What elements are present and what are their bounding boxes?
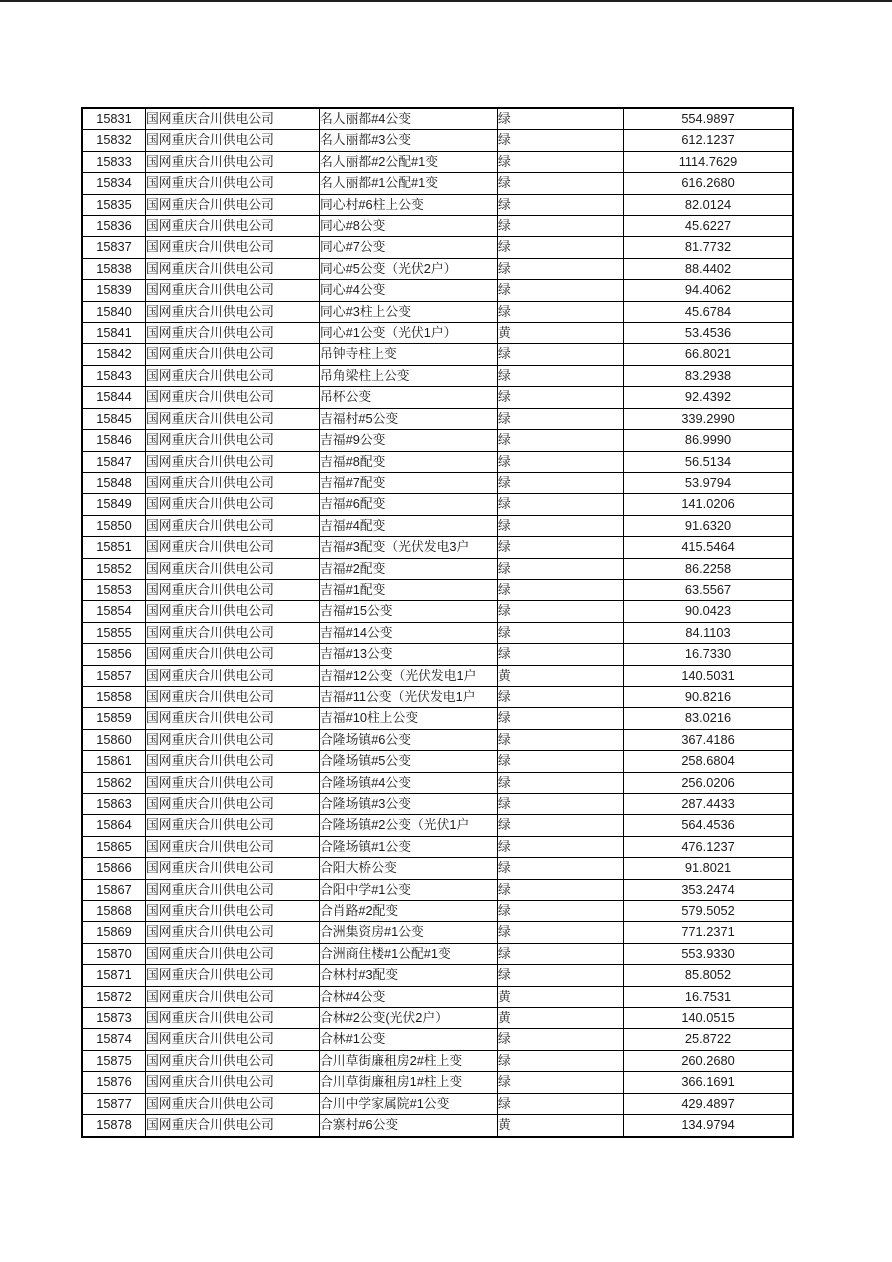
cell-row-id[interactable]: 15862 bbox=[82, 772, 146, 793]
cell-row-id[interactable]: 15847 bbox=[82, 451, 146, 472]
cell-row-id[interactable]: 15835 bbox=[82, 194, 146, 215]
cell-company[interactable]: 国网重庆合川供电公司 bbox=[146, 986, 320, 1007]
cell-company[interactable]: 国网重庆合川供电公司 bbox=[146, 729, 320, 750]
cell-company[interactable]: 国网重庆合川供电公司 bbox=[146, 943, 320, 964]
cell-row-id[interactable]: 15845 bbox=[82, 408, 146, 429]
table-row bbox=[82, 558, 793, 579]
cell-status[interactable]: 绿 bbox=[498, 922, 624, 943]
cell-row-id[interactable]: 15863 bbox=[82, 794, 146, 815]
cell-company[interactable]: 国网重庆合川供电公司 bbox=[146, 1029, 320, 1050]
cell-device-name[interactable]: 同心村#6柱上公变 bbox=[320, 194, 498, 215]
cell-device-name[interactable]: 名人丽都#3公变 bbox=[320, 130, 498, 151]
cell-device-name[interactable]: 吉福#3配变（光伏发电3户 bbox=[320, 537, 498, 558]
cell-row-id[interactable]: 15876 bbox=[82, 1072, 146, 1093]
cell-row-id[interactable]: 15849 bbox=[82, 494, 146, 515]
cell-row-id[interactable]: 15852 bbox=[82, 558, 146, 579]
cell-row-id[interactable]: 15857 bbox=[82, 665, 146, 686]
cell-status[interactable]: 绿 bbox=[498, 815, 624, 836]
cell-company[interactable]: 国网重庆合川供电公司 bbox=[146, 451, 320, 472]
cell-value[interactable]: 90.8216 bbox=[624, 686, 794, 707]
table-row bbox=[82, 1029, 793, 1050]
cell-row-id[interactable]: 15867 bbox=[82, 879, 146, 900]
cell-row-id[interactable]: 15865 bbox=[82, 836, 146, 857]
cell-row-id[interactable]: 15851 bbox=[82, 537, 146, 558]
cell-company[interactable]: 国网重庆合川供电公司 bbox=[146, 879, 320, 900]
table-row bbox=[82, 237, 793, 258]
table-row bbox=[82, 451, 793, 472]
table-row bbox=[82, 216, 793, 237]
table-row bbox=[82, 1008, 793, 1029]
cell-company[interactable]: 国网重庆合川供电公司 bbox=[146, 922, 320, 943]
cell-company[interactable]: 国网重庆合川供电公司 bbox=[146, 965, 320, 986]
cell-device-name[interactable]: 合林村#3配变 bbox=[320, 965, 498, 986]
table-row bbox=[82, 729, 793, 750]
table-row bbox=[82, 301, 793, 322]
cell-device-name[interactable]: 吉福#9公变 bbox=[320, 430, 498, 451]
cell-company[interactable]: 国网重庆合川供电公司 bbox=[146, 430, 320, 451]
cell-status[interactable]: 绿 bbox=[498, 1050, 624, 1071]
table-row bbox=[82, 430, 793, 451]
cell-device-name[interactable]: 合隆场镇#6公变 bbox=[320, 729, 498, 750]
cell-device-name[interactable]: 合阳中学#1公变 bbox=[320, 879, 498, 900]
cell-row-id[interactable]: 15840 bbox=[82, 301, 146, 322]
cell-device-name[interactable]: 吊杯公变 bbox=[320, 387, 498, 408]
cell-value[interactable]: 91.6320 bbox=[624, 515, 794, 536]
cell-company[interactable]: 国网重庆合川供电公司 bbox=[146, 194, 320, 215]
table-row bbox=[82, 644, 793, 665]
cell-device-name[interactable]: 吉福村#5公变 bbox=[320, 408, 498, 429]
cell-row-id[interactable]: 15874 bbox=[82, 1029, 146, 1050]
table-row bbox=[82, 794, 793, 815]
cell-value[interactable]: 82.0124 bbox=[624, 194, 794, 215]
cell-company[interactable]: 国网重庆合川供电公司 bbox=[146, 601, 320, 622]
cell-company[interactable]: 国网重庆合川供电公司 bbox=[146, 344, 320, 365]
cell-row-id[interactable]: 15875 bbox=[82, 1050, 146, 1071]
cell-device-name[interactable]: 合川中学家属院#1公变 bbox=[320, 1093, 498, 1114]
cell-status[interactable]: 绿 bbox=[498, 108, 624, 130]
table-row bbox=[82, 1093, 793, 1114]
cell-device-name[interactable]: 合林#2公变(光伏2户） bbox=[320, 1008, 498, 1029]
cell-value[interactable]: 553.9330 bbox=[624, 943, 794, 964]
cell-value[interactable]: 90.0423 bbox=[624, 601, 794, 622]
cell-status[interactable]: 绿 bbox=[498, 794, 624, 815]
cell-device-name[interactable]: 吉福#11公变（光伏发电1户 bbox=[320, 686, 498, 707]
cell-device-name[interactable]: 合阳大桥公变 bbox=[320, 858, 498, 879]
cell-company[interactable]: 国网重庆合川供电公司 bbox=[146, 751, 320, 772]
cell-status[interactable]: 绿 bbox=[498, 772, 624, 793]
cell-value[interactable]: 53.4536 bbox=[624, 323, 794, 344]
cell-company[interactable]: 国网重庆合川供电公司 bbox=[146, 858, 320, 879]
cell-value[interactable]: 66.8021 bbox=[624, 344, 794, 365]
cell-row-id[interactable]: 15843 bbox=[82, 365, 146, 386]
cell-value[interactable]: 53.9794 bbox=[624, 472, 794, 493]
cell-status[interactable]: 黄 bbox=[498, 986, 624, 1007]
cell-company[interactable]: 国网重庆合川供电公司 bbox=[146, 665, 320, 686]
cell-device-name[interactable]: 同心#4公变 bbox=[320, 280, 498, 301]
cell-status[interactable]: 绿 bbox=[498, 558, 624, 579]
cell-value[interactable]: 134.9794 bbox=[624, 1115, 794, 1137]
cell-company[interactable]: 国网重庆合川供电公司 bbox=[146, 151, 320, 172]
cell-device-name[interactable]: 名人丽都#2公配#1变 bbox=[320, 151, 498, 172]
cell-row-id[interactable]: 15870 bbox=[82, 943, 146, 964]
cell-status[interactable]: 绿 bbox=[498, 237, 624, 258]
cell-company[interactable]: 国网重庆合川供电公司 bbox=[146, 108, 320, 130]
cell-value[interactable]: 25.8722 bbox=[624, 1029, 794, 1050]
cell-value[interactable]: 45.6784 bbox=[624, 301, 794, 322]
cell-value[interactable]: 366.1691 bbox=[624, 1072, 794, 1093]
cell-row-id[interactable]: 15854 bbox=[82, 601, 146, 622]
cell-company[interactable]: 国网重庆合川供电公司 bbox=[146, 1093, 320, 1114]
cell-row-id[interactable]: 15878 bbox=[82, 1115, 146, 1137]
cell-value[interactable]: 564.4536 bbox=[624, 815, 794, 836]
cell-company[interactable]: 国网重庆合川供电公司 bbox=[146, 558, 320, 579]
cell-company[interactable]: 国网重庆合川供电公司 bbox=[146, 301, 320, 322]
cell-company[interactable]: 国网重庆合川供电公司 bbox=[146, 901, 320, 922]
cell-company[interactable]: 国网重庆合川供电公司 bbox=[146, 216, 320, 237]
table-row bbox=[82, 858, 793, 879]
cell-value[interactable]: 81.7732 bbox=[624, 237, 794, 258]
cell-row-id[interactable]: 15872 bbox=[82, 986, 146, 1007]
table-row bbox=[82, 772, 793, 793]
cell-status[interactable]: 绿 bbox=[498, 601, 624, 622]
cell-row-id[interactable]: 15838 bbox=[82, 258, 146, 279]
cell-company[interactable]: 国网重庆合川供电公司 bbox=[146, 772, 320, 793]
cell-status[interactable]: 绿 bbox=[498, 258, 624, 279]
cell-row-id[interactable]: 15831 bbox=[82, 108, 146, 130]
cell-value[interactable]: 140.5031 bbox=[624, 665, 794, 686]
cell-device-name[interactable]: 吉福#15公变 bbox=[320, 601, 498, 622]
cell-device-name[interactable]: 吊钟寺柱上变 bbox=[320, 344, 498, 365]
table-row bbox=[82, 323, 793, 344]
cell-company[interactable]: 国网重庆合川供电公司 bbox=[146, 644, 320, 665]
cell-status[interactable]: 绿 bbox=[498, 494, 624, 515]
cell-status[interactable]: 绿 bbox=[498, 194, 624, 215]
table-row bbox=[82, 815, 793, 836]
cell-value[interactable]: 429.4897 bbox=[624, 1093, 794, 1114]
cell-row-id[interactable]: 15864 bbox=[82, 815, 146, 836]
table-row bbox=[82, 387, 793, 408]
table-row bbox=[82, 601, 793, 622]
cell-device-name[interactable]: 合隆场镇#2公变（光伏1户 bbox=[320, 815, 498, 836]
cell-row-id[interactable]: 15859 bbox=[82, 708, 146, 729]
cell-status[interactable]: 绿 bbox=[498, 644, 624, 665]
cell-company[interactable]: 国网重庆合川供电公司 bbox=[146, 815, 320, 836]
table-row bbox=[82, 280, 793, 301]
cell-device-name[interactable]: 合川草街廉租房1#柱上变 bbox=[320, 1072, 498, 1093]
table-row bbox=[82, 579, 793, 600]
cell-row-id[interactable]: 15858 bbox=[82, 686, 146, 707]
cell-device-name[interactable]: 合隆场镇#5公变 bbox=[320, 751, 498, 772]
table-row bbox=[82, 986, 793, 1007]
table-row bbox=[82, 108, 793, 130]
cell-status[interactable]: 绿 bbox=[498, 365, 624, 386]
cell-device-name[interactable]: 吊角梁柱上公变 bbox=[320, 365, 498, 386]
cell-row-id[interactable]: 15848 bbox=[82, 472, 146, 493]
cell-value[interactable]: 83.0216 bbox=[624, 708, 794, 729]
cell-value[interactable]: 140.0515 bbox=[624, 1008, 794, 1029]
cell-value[interactable]: 256.0206 bbox=[624, 772, 794, 793]
table-row bbox=[82, 708, 793, 729]
cell-row-id[interactable]: 15855 bbox=[82, 622, 146, 643]
cell-status[interactable]: 绿 bbox=[498, 1093, 624, 1114]
cell-row-id[interactable]: 15853 bbox=[82, 579, 146, 600]
cell-device-name[interactable]: 合洲商住楼#1公配#1变 bbox=[320, 943, 498, 964]
cell-company[interactable]: 国网重庆合川供电公司 bbox=[146, 387, 320, 408]
cell-device-name[interactable]: 吉福#10柱上公变 bbox=[320, 708, 498, 729]
table-row bbox=[82, 836, 793, 857]
table-row bbox=[82, 922, 793, 943]
table-row bbox=[82, 194, 793, 215]
transformer-table bbox=[81, 107, 794, 1138]
cell-status[interactable]: 绿 bbox=[498, 173, 624, 194]
cell-value[interactable]: 339.2990 bbox=[624, 408, 794, 429]
cell-device-name[interactable]: 合隆场镇#4公变 bbox=[320, 772, 498, 793]
table-row bbox=[82, 365, 793, 386]
cell-device-name[interactable]: 合洲集资房#1公变 bbox=[320, 922, 498, 943]
table-row bbox=[82, 943, 793, 964]
cell-row-id[interactable]: 15836 bbox=[82, 216, 146, 237]
cell-device-name[interactable]: 合隆场镇#3公变 bbox=[320, 794, 498, 815]
cell-company[interactable]: 国网重庆合川供电公司 bbox=[146, 1072, 320, 1093]
cell-company[interactable]: 国网重庆合川供电公司 bbox=[146, 515, 320, 536]
cell-row-id[interactable]: 15871 bbox=[82, 965, 146, 986]
cell-row-id[interactable]: 15873 bbox=[82, 1008, 146, 1029]
cell-status[interactable]: 绿 bbox=[498, 280, 624, 301]
cell-device-name[interactable]: 合林#1公变 bbox=[320, 1029, 498, 1050]
cell-device-name[interactable]: 名人丽都#4公变 bbox=[320, 108, 498, 130]
cell-row-id[interactable]: 15833 bbox=[82, 151, 146, 172]
cell-value[interactable]: 1114.7629 bbox=[624, 151, 794, 172]
cell-value[interactable]: 612.1237 bbox=[624, 130, 794, 151]
cell-status[interactable]: 黄 bbox=[498, 1115, 624, 1137]
cell-device-name[interactable]: 合川草街廉租房2#柱上变 bbox=[320, 1050, 498, 1071]
cell-value[interactable]: 554.9897 bbox=[624, 108, 794, 130]
table-row bbox=[82, 408, 793, 429]
cell-company[interactable]: 国网重庆合川供电公司 bbox=[146, 1115, 320, 1137]
cell-status[interactable]: 绿 bbox=[498, 408, 624, 429]
cell-device-name[interactable]: 合隆场镇#1公变 bbox=[320, 836, 498, 857]
cell-row-id[interactable]: 15841 bbox=[82, 323, 146, 344]
cell-value[interactable]: 260.2680 bbox=[624, 1050, 794, 1071]
cell-status[interactable]: 绿 bbox=[498, 472, 624, 493]
cell-value[interactable]: 91.8021 bbox=[624, 858, 794, 879]
cell-company[interactable]: 国网重庆合川供电公司 bbox=[146, 323, 320, 344]
cell-status[interactable]: 绿 bbox=[498, 901, 624, 922]
cell-status[interactable]: 绿 bbox=[498, 344, 624, 365]
table-row bbox=[82, 1072, 793, 1093]
table-row bbox=[82, 258, 793, 279]
cell-device-name[interactable]: 吉福#2配变 bbox=[320, 558, 498, 579]
cell-value[interactable]: 16.7330 bbox=[624, 644, 794, 665]
cell-device-name[interactable]: 同心#7公变 bbox=[320, 237, 498, 258]
cell-row-id[interactable]: 15869 bbox=[82, 922, 146, 943]
cell-value[interactable]: 579.5052 bbox=[624, 901, 794, 922]
cell-value[interactable]: 63.5567 bbox=[624, 579, 794, 600]
cell-company[interactable]: 国网重庆合川供电公司 bbox=[146, 258, 320, 279]
cell-device-name[interactable]: 吉福#4配变 bbox=[320, 515, 498, 536]
cell-device-name[interactable]: 同心#3柱上公变 bbox=[320, 301, 498, 322]
cell-value[interactable]: 86.2258 bbox=[624, 558, 794, 579]
cell-status[interactable]: 绿 bbox=[498, 1072, 624, 1093]
cell-row-id[interactable]: 15834 bbox=[82, 173, 146, 194]
cell-value[interactable]: 353.2474 bbox=[624, 879, 794, 900]
cell-value[interactable]: 367.4186 bbox=[624, 729, 794, 750]
cell-status[interactable]: 绿 bbox=[498, 130, 624, 151]
document-page bbox=[81, 107, 794, 1138]
cell-company[interactable]: 国网重庆合川供电公司 bbox=[146, 494, 320, 515]
cell-row-id[interactable]: 15860 bbox=[82, 729, 146, 750]
cell-company[interactable]: 国网重庆合川供电公司 bbox=[146, 408, 320, 429]
cell-row-id[interactable]: 15839 bbox=[82, 280, 146, 301]
cell-row-id[interactable]: 15850 bbox=[82, 515, 146, 536]
cell-company[interactable]: 国网重庆合川供电公司 bbox=[146, 1008, 320, 1029]
cell-status[interactable]: 绿 bbox=[498, 1029, 624, 1050]
cell-status[interactable]: 绿 bbox=[498, 216, 624, 237]
cell-value[interactable]: 86.9990 bbox=[624, 430, 794, 451]
cell-status[interactable]: 绿 bbox=[498, 858, 624, 879]
table-row bbox=[82, 494, 793, 515]
cell-device-name[interactable]: 同心#5公变（光伏2户） bbox=[320, 258, 498, 279]
table-row bbox=[82, 622, 793, 643]
table-row bbox=[82, 1115, 793, 1137]
cell-device-name[interactable]: 合肖路#2配变 bbox=[320, 901, 498, 922]
cell-company[interactable]: 国网重庆合川供电公司 bbox=[146, 686, 320, 707]
cell-value[interactable]: 85.8052 bbox=[624, 965, 794, 986]
cell-status[interactable]: 绿 bbox=[498, 430, 624, 451]
cell-status[interactable]: 绿 bbox=[498, 943, 624, 964]
cell-value[interactable]: 287.4433 bbox=[624, 794, 794, 815]
cell-row-id[interactable]: 15837 bbox=[82, 237, 146, 258]
cell-company[interactable]: 国网重庆合川供电公司 bbox=[146, 579, 320, 600]
cell-value[interactable]: 88.4402 bbox=[624, 258, 794, 279]
cell-value[interactable]: 83.2938 bbox=[624, 365, 794, 386]
cell-company[interactable]: 国网重庆合川供电公司 bbox=[146, 836, 320, 857]
cell-company[interactable]: 国网重庆合川供电公司 bbox=[146, 130, 320, 151]
cell-value[interactable]: 45.6227 bbox=[624, 216, 794, 237]
cell-value[interactable]: 771.2371 bbox=[624, 922, 794, 943]
page-top-border bbox=[0, 0, 892, 2]
cell-status[interactable]: 黄 bbox=[498, 1008, 624, 1029]
table-row bbox=[82, 1050, 793, 1071]
cell-company[interactable]: 国网重庆合川供电公司 bbox=[146, 280, 320, 301]
cell-company[interactable]: 国网重庆合川供电公司 bbox=[146, 173, 320, 194]
cell-status[interactable]: 绿 bbox=[498, 537, 624, 558]
cell-status[interactable]: 绿 bbox=[498, 622, 624, 643]
cell-device-name[interactable]: 同心#1公变（光伏1户） bbox=[320, 323, 498, 344]
cell-status[interactable]: 绿 bbox=[498, 301, 624, 322]
cell-row-id[interactable]: 15844 bbox=[82, 387, 146, 408]
cell-status[interactable]: 绿 bbox=[498, 836, 624, 857]
cell-company[interactable]: 国网重庆合川供电公司 bbox=[146, 622, 320, 643]
cell-row-id[interactable]: 15861 bbox=[82, 751, 146, 772]
cell-status[interactable]: 绿 bbox=[498, 451, 624, 472]
table-row bbox=[82, 130, 793, 151]
cell-value[interactable]: 92.4392 bbox=[624, 387, 794, 408]
cell-device-name[interactable]: 吉福#7配变 bbox=[320, 472, 498, 493]
cell-status[interactable]: 黄 bbox=[498, 665, 624, 686]
table-row bbox=[82, 515, 793, 536]
cell-value[interactable]: 258.6804 bbox=[624, 751, 794, 772]
cell-device-name[interactable]: 吉福#6配变 bbox=[320, 494, 498, 515]
cell-row-id[interactable]: 15868 bbox=[82, 901, 146, 922]
cell-company[interactable]: 国网重庆合川供电公司 bbox=[146, 794, 320, 815]
table-row bbox=[82, 879, 793, 900]
table-row bbox=[82, 173, 793, 194]
cell-company[interactable]: 国网重庆合川供电公司 bbox=[146, 472, 320, 493]
cell-status[interactable]: 绿 bbox=[498, 515, 624, 536]
table-body bbox=[82, 108, 793, 1137]
table-row bbox=[82, 965, 793, 986]
table-row bbox=[82, 901, 793, 922]
cell-value[interactable]: 141.0206 bbox=[624, 494, 794, 515]
cell-status[interactable]: 黄 bbox=[498, 323, 624, 344]
cell-company[interactable]: 国网重庆合川供电公司 bbox=[146, 237, 320, 258]
cell-status[interactable]: 绿 bbox=[498, 879, 624, 900]
cell-row-id[interactable]: 15866 bbox=[82, 858, 146, 879]
table-row bbox=[82, 344, 793, 365]
cell-status[interactable]: 绿 bbox=[498, 387, 624, 408]
table-row bbox=[82, 751, 793, 772]
cell-status[interactable]: 绿 bbox=[498, 965, 624, 986]
cell-row-id[interactable]: 15856 bbox=[82, 644, 146, 665]
cell-status[interactable]: 绿 bbox=[498, 729, 624, 750]
cell-value[interactable]: 415.5464 bbox=[624, 537, 794, 558]
cell-row-id[interactable]: 15877 bbox=[82, 1093, 146, 1114]
cell-value[interactable]: 94.4062 bbox=[624, 280, 794, 301]
cell-row-id[interactable]: 15832 bbox=[82, 130, 146, 151]
table-row bbox=[82, 151, 793, 172]
cell-value[interactable]: 616.2680 bbox=[624, 173, 794, 194]
cell-status[interactable]: 绿 bbox=[498, 708, 624, 729]
cell-device-name[interactable]: 吉福#1配变 bbox=[320, 579, 498, 600]
cell-status[interactable]: 绿 bbox=[498, 579, 624, 600]
cell-device-name[interactable]: 吉福#13公变 bbox=[320, 644, 498, 665]
cell-device-name[interactable]: 吉福#8配变 bbox=[320, 451, 498, 472]
cell-company[interactable]: 国网重庆合川供电公司 bbox=[146, 365, 320, 386]
cell-company[interactable]: 国网重庆合川供电公司 bbox=[146, 1050, 320, 1071]
cell-company[interactable]: 国网重庆合川供电公司 bbox=[146, 708, 320, 729]
cell-device-name[interactable]: 合寨村#6公变 bbox=[320, 1115, 498, 1137]
cell-status[interactable]: 绿 bbox=[498, 151, 624, 172]
cell-device-name[interactable]: 合林#4公变 bbox=[320, 986, 498, 1007]
cell-value[interactable]: 476.1237 bbox=[624, 836, 794, 857]
table-row bbox=[82, 665, 793, 686]
cell-row-id[interactable]: 15842 bbox=[82, 344, 146, 365]
cell-device-name[interactable]: 名人丽都#1公配#1变 bbox=[320, 173, 498, 194]
cell-value[interactable]: 16.7531 bbox=[624, 986, 794, 1007]
cell-company[interactable]: 国网重庆合川供电公司 bbox=[146, 537, 320, 558]
cell-status[interactable]: 绿 bbox=[498, 686, 624, 707]
table-row bbox=[82, 537, 793, 558]
cell-value[interactable]: 84.1103 bbox=[624, 622, 794, 643]
table-row bbox=[82, 686, 793, 707]
cell-device-name[interactable]: 同心#8公变 bbox=[320, 216, 498, 237]
cell-value[interactable]: 56.5134 bbox=[624, 451, 794, 472]
cell-device-name[interactable]: 吉福#12公变（光伏发电1户 bbox=[320, 665, 498, 686]
cell-row-id[interactable]: 15846 bbox=[82, 430, 146, 451]
cell-device-name[interactable]: 吉福#14公变 bbox=[320, 622, 498, 643]
cell-status[interactable]: 绿 bbox=[498, 751, 624, 772]
table-row bbox=[82, 472, 793, 493]
